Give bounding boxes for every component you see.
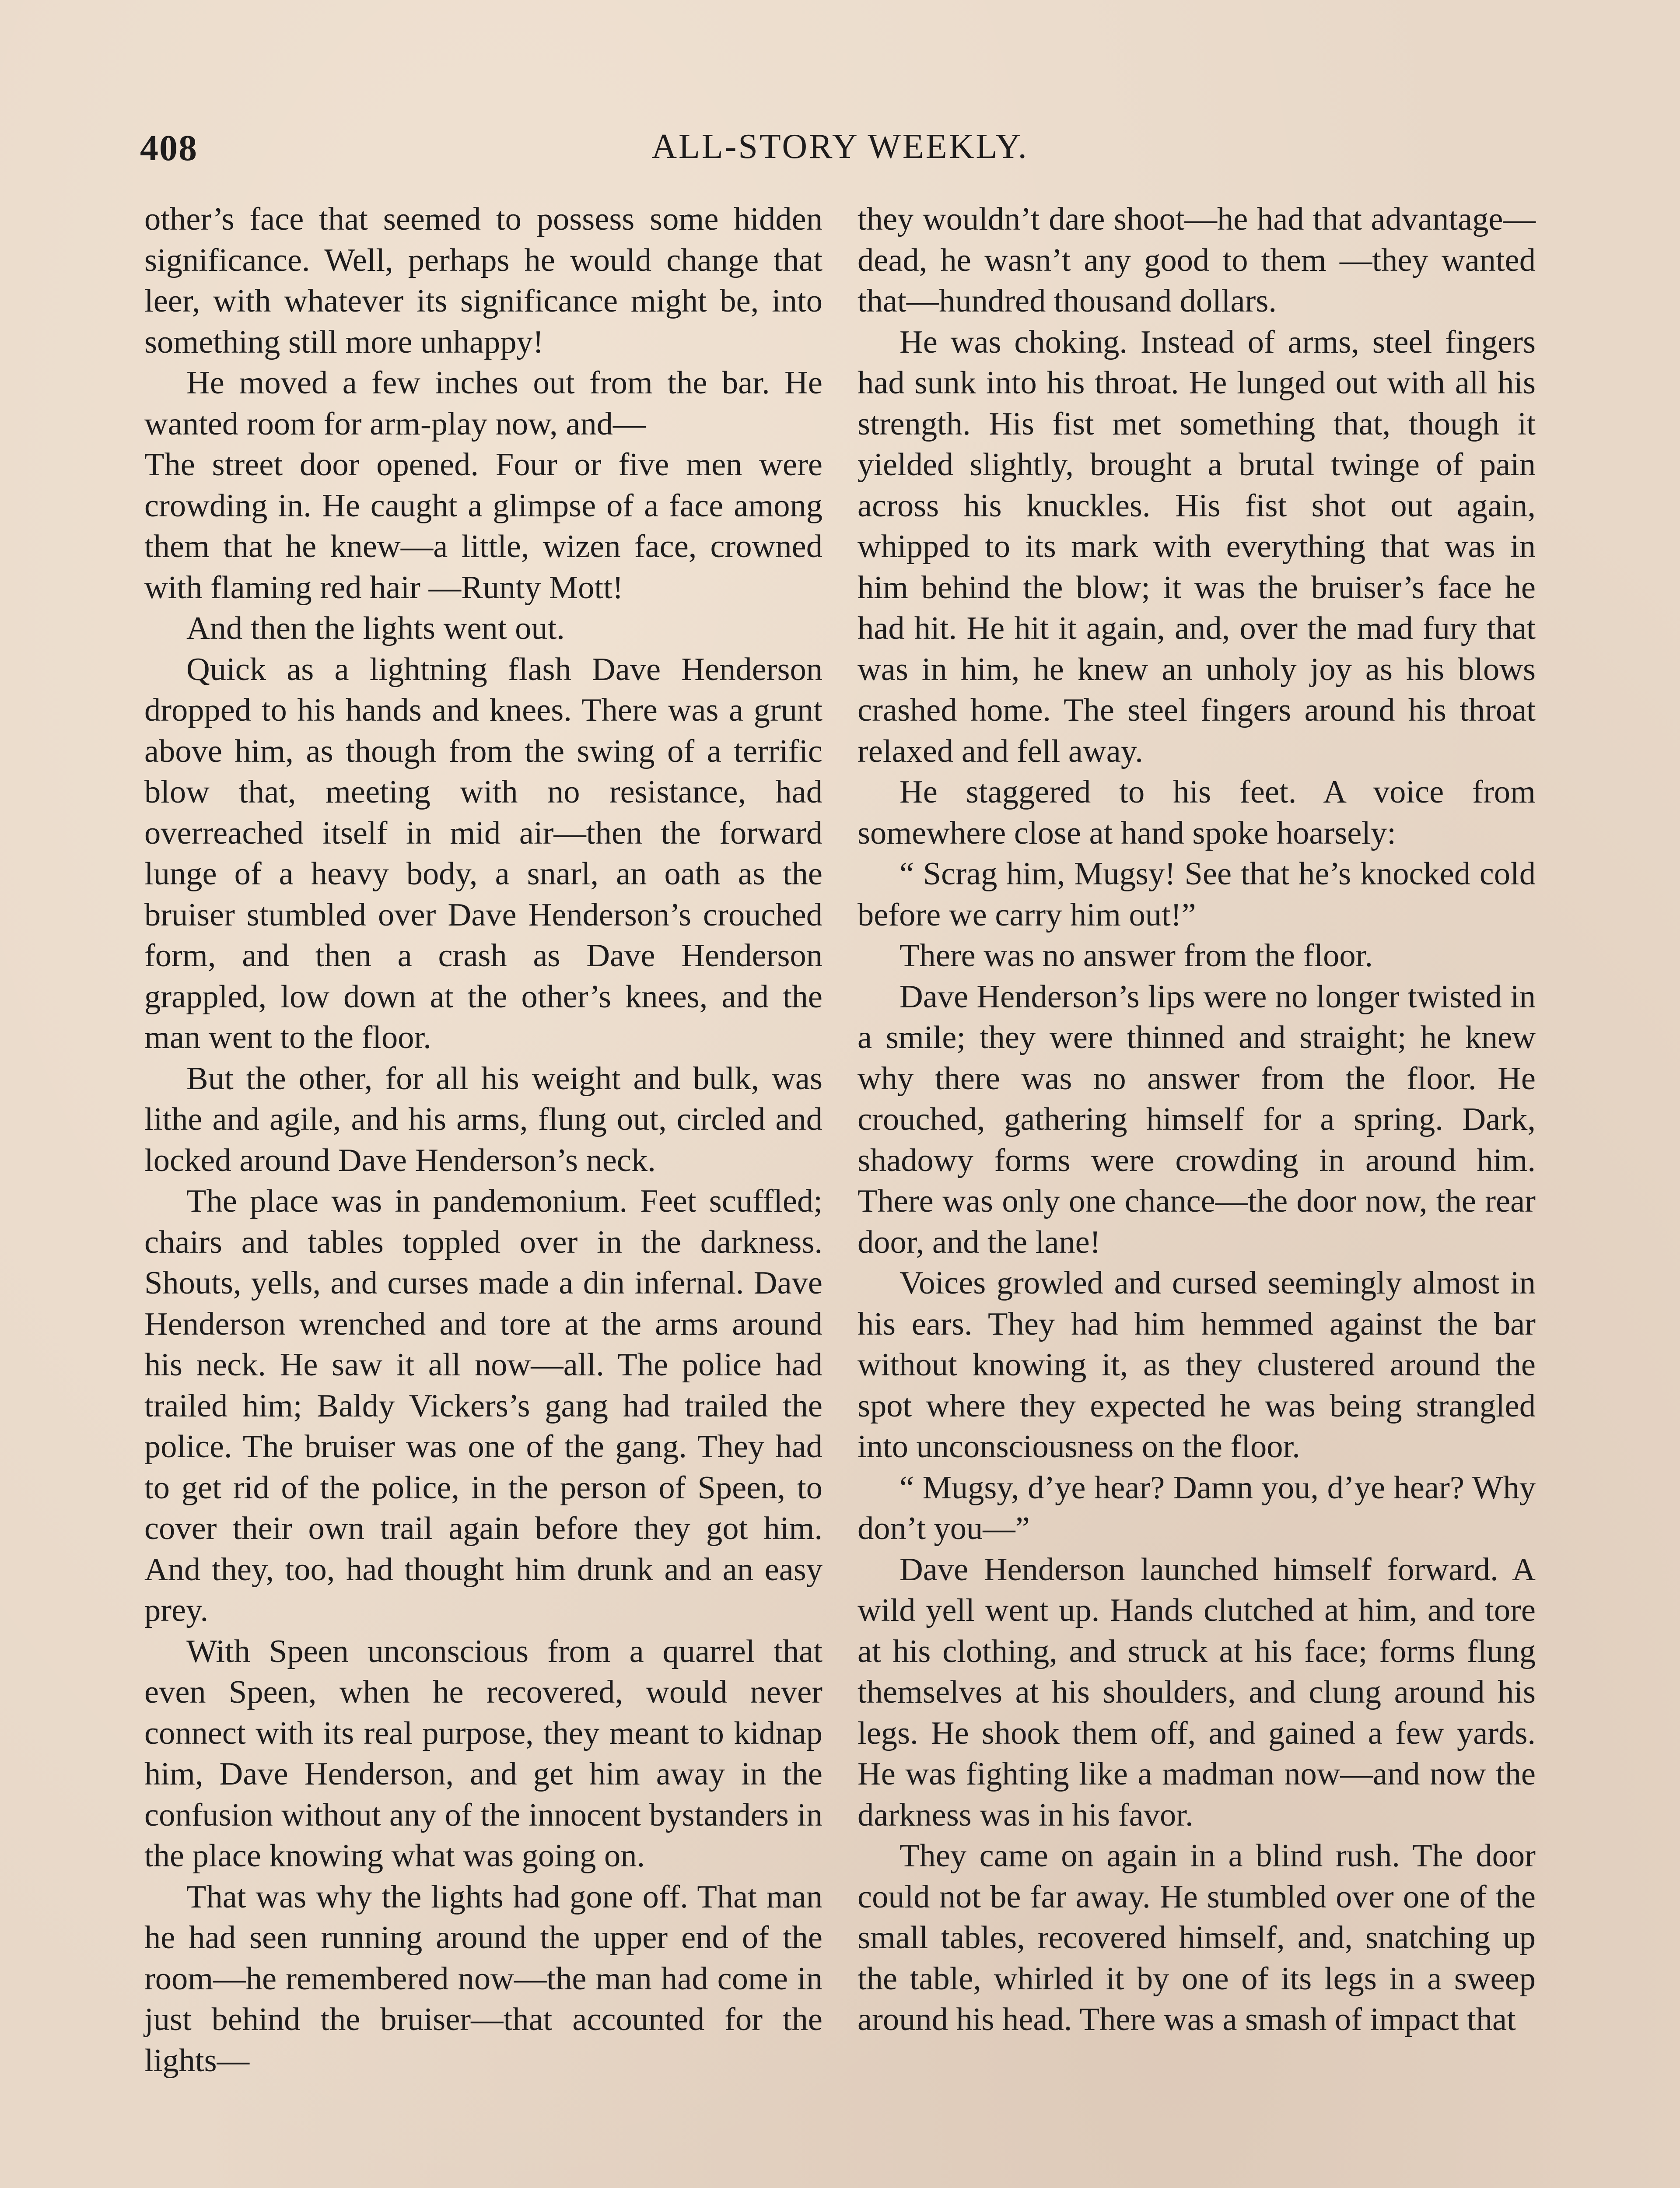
paragraph: Quick as a lightning flash Dave Henderson dropped to his hands and knees. There was a grunt above him, as though from the swing of a terrific blow that, meeting with no resistance, had overreached itself in mid air—then the forward lunge of a heavy body, a snarl, an oath as the bruiser stumbled over Dave Henderson’s crouched form, and then a crash as Dave Henderson grappled, low down at the other’s knees, and the man went to the floor. xyxy=(144,651,822,1055)
paragraph: Dave Henderson launched himself forward. A wild yell went up. Hands clutched at him, and tore at his clothing, and struck at his face; forms flung themselves at his shoulders, and clung around his legs. He shook them off, and gained a few yards. He was fighting like a madman now—and now the darkness was in his favor. xyxy=(858,1551,1536,1833)
paragraph: They came on again in a blind rush. The door could not be far away. He stumbled over one of the small tables, recovered himself, and, snatching up the table, whirled it by one of its legs in a sweep around his head. There was a smash of impact that xyxy=(858,1838,1536,2037)
paragraph: But the other, for all his weight and bulk, was lithe and agile, and his arms, flung out, circled and locked around Dave Henderson’s neck. xyxy=(144,1060,822,1178)
paragraph: Voices growled and cursed seemingly almost in his ears. They had him hemmed against the bar without knowing it, as they clustered around the spot where they expected he was being strangled into unconsciousness on the floor. xyxy=(858,1265,1536,1465)
paragraph: The street door opened. Four or five men were crowding in. He caught a glimpse of a face among them that he knew—a little, wizen face, crowned with flaming red hair —Runty Mott! xyxy=(144,447,822,606)
running-title: ALL-STORY WEEKLY. xyxy=(651,127,1029,166)
paragraph: He staggered to his feet. A voice from somewhere close at hand spoke hoarsely: xyxy=(858,774,1536,851)
paragraph: The place was in pandemonium. Feet scuffled; chairs and tables toppled over in the darkness. Shouts, yells, and curses made a din infernal. Dave Henderson wrenched and tore at the arms around his neck. He saw it all now—all. The police had trailed him; Baldy Vickers’s gang had trailed the police. The bruiser was one of the gang. They had to get rid of the police, in the person of Speen, to cover their own trail again before they got him. And they, too, had thought him drunk and an easy prey. xyxy=(144,1183,822,1628)
paragraph: other’s face that seemed to possess some hidden significance. Well, perhaps he would change that leer, with whatever its significance might be, into something still more unhappy! xyxy=(144,201,822,360)
paragraph: That was why the lights had gone off. That man he had seen running around the upper end of the room—he remembered now—the man had come in just behind the bruiser—that accounted for the lights— xyxy=(144,1879,822,2079)
page-number: 408 xyxy=(140,128,198,168)
left-text-column xyxy=(144,199,822,2081)
paragraph: He moved a few inches out from the bar. He wanted room for arm-play now, and— xyxy=(144,365,822,442)
paragraph: He was choking. Instead of arms, steel fingers had sunk into his throat. He lunged out with all his strength. His fist met something that, though it yielded slightly, brought a brutal twinge of pain across his knuckles. His fist shot out again, whipped to its mark with everything that was in him behind the blow; it was the bruiser’s face he had hit. He hit it again, and, over the mad fury that was in him, he knew an unholy joy as his blows crashed home. The steel fingers around his throat relaxed and fell away. xyxy=(858,324,1536,769)
paragraph: “ Scrag him, Mugsy! See that he’s knocked cold before we carry him out!” xyxy=(858,856,1536,933)
paragraph: With Speen unconscious from a quarrel that even Speen, when he recovered, would never connect with its real purpose, they meant to kidnap him, Dave Henderson, and get him away in the confusion without any of the innocent bystanders in the place knowing what was going on. xyxy=(144,1633,822,1874)
right-text-column xyxy=(858,199,1536,2041)
paragraph: “ Mugsy, d’ye hear? Damn you, d’ye hear? Why don’t you—” xyxy=(858,1469,1536,1546)
paragraph: And then the lights went out. xyxy=(186,610,565,646)
paragraph: they wouldn’t dare shoot—he had that advantage—dead, he wasn’t any good to them —they wanted that—hundred thousand dollars. xyxy=(858,201,1536,319)
paragraph: There was no answer from the floor. xyxy=(900,938,1373,974)
paragraph: Dave Henderson’s lips were no longer twisted in a smile; they were thinned and straight; he knew why there was no answer from the floor. He crouched, gathering himself for a spring. Dark, shadowy forms were crowding in around him. There was only one chance—the door now, the rear door, and the lane! xyxy=(858,978,1536,1260)
page-header xyxy=(140,127,1540,179)
